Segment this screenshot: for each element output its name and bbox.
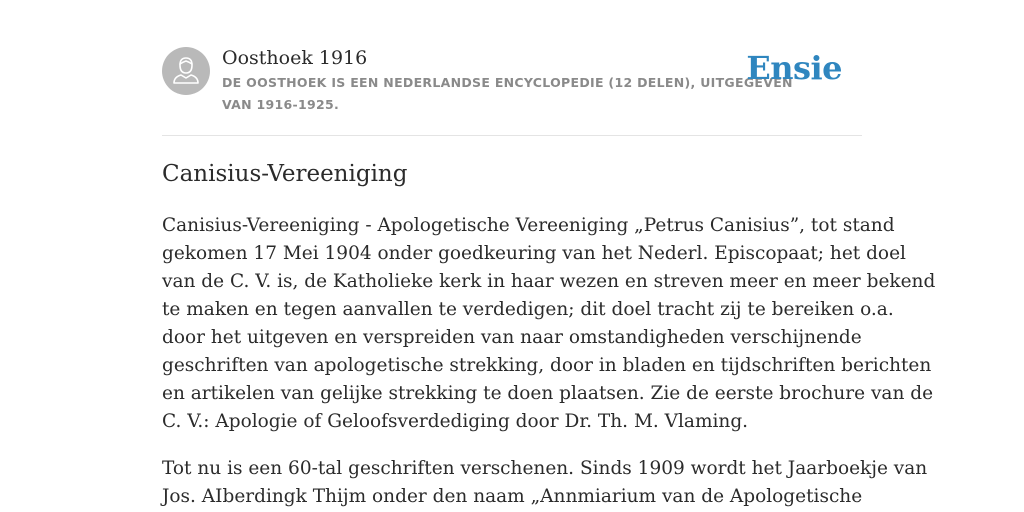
paragraph-line: Canisius-Vereeniging - Apologetische Vereeniging „Petrus Canisius”, tot stand (162, 215, 895, 236)
source-description (222, 72, 793, 116)
article-title: Canisius-Vereeniging (162, 161, 408, 187)
article-paragraph (162, 212, 936, 436)
paragraph-line: door het uitgeven en verspreiden van naar omstandigheden verschijnende (162, 327, 862, 348)
source-title[interactable]: Oosthoek 1916 (222, 47, 368, 69)
article-paragraph (162, 455, 928, 511)
article-body (162, 212, 936, 512)
page-container (162, 0, 936, 507)
paragraph-line: C. V.: Apologie of Geloofsverdediging door Dr. Th. M. Vlaming. (162, 411, 749, 432)
paragraph-line: van de C. V. is, de Katholieke kerk in haar wezen en streven meer en meer bekend (162, 271, 936, 292)
source-avatar-icon[interactable] (162, 47, 210, 95)
source-description-line: DE OOSTHOEK IS EEN NEDERLANDSE ENCYCLOPEDIE (12 DELEN), UITGEGEVEN (222, 75, 793, 90)
paragraph-line: te maken en tegen aanvallen te verdedigen; dit doel tracht zij te bereiken o.a. (162, 299, 894, 320)
paragraph-line: geschriften van apologetische strekking, door in bladen en tijdschriften berichten (162, 355, 932, 376)
paragraph-line: en artikelen van gelijke strekking te doen plaatsen. Zie de eerste brochure van de (162, 383, 934, 404)
user-avatar-icon (162, 47, 210, 95)
ensie-logo[interactable]: Ensie (746, 49, 842, 87)
paragraph-line: Jos. AIberdingk Thijm onder den naam „Annmiarium van de Apologetische (162, 486, 863, 507)
source-description-line: VAN 1916-1925. (222, 97, 340, 112)
paragraph-line: gekomen 17 Mei 1904 onder goedkeuring van het Nederl. Episcopaat; het doel (162, 243, 906, 264)
source-header (162, 0, 862, 136)
paragraph-line: Tot nu is een 60-tal geschriften verschenen. Sinds 1909 wordt het Jaarboekje van (162, 458, 928, 479)
